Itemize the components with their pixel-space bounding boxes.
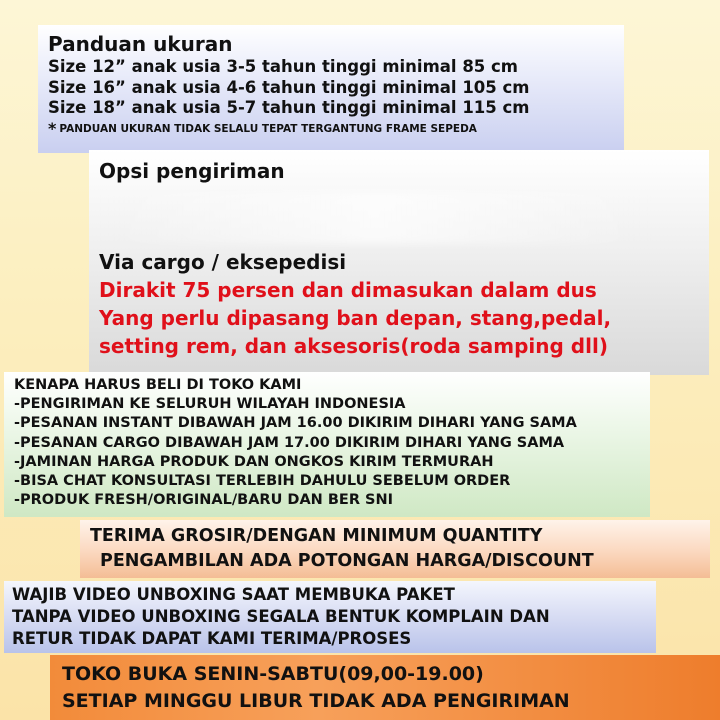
shipping-detail: setting rem, dan aksesoris(roda samping dll) xyxy=(99,334,608,358)
wholesale-line: TERIMA GROSIR/DENGAN MINIMUM QUANTITY xyxy=(90,526,543,546)
shipping-detail: Dirakit 75 persen dan dimasukan dalam dus xyxy=(99,278,597,302)
unboxing-line: WAJIB VIDEO UNBOXING SAAT MEMBUKA PAKET xyxy=(12,585,455,604)
unboxing-line: RETUR TIDAK DAPAT KAMI TERIMA/PROSES xyxy=(12,629,412,648)
shipping-title: Opsi pengiriman xyxy=(99,159,285,183)
wholesale-line: PENGAMBILAN ADA POTONGAN HARGA/DISCOUNT xyxy=(100,551,594,571)
store-hours-panel xyxy=(50,655,720,720)
blurred-region xyxy=(99,192,649,244)
store-hours-line: TOKO BUKA SENIN-SABTU(09,00-19.00) xyxy=(62,663,484,685)
why-buy-item: -PESANAN INSTANT DIBAWAH JAM 16.00 DIKIRIM DIHARI YANG SAMA xyxy=(14,415,577,432)
size-guide-row: Size 18” anak usia 5-7 tahun tinggi minimal 115 cm xyxy=(48,98,530,117)
why-buy-item: -PENGIRIMAN KE SELURUH WILAYAH INDONESIA xyxy=(14,396,406,413)
why-buy-item: -BISA CHAT KONSULTASI TERLEBIH DAHULU SEBELUM ORDER xyxy=(14,473,511,490)
shipping-detail: Yang perlu dipasang ban depan, stang,pedal, xyxy=(99,306,612,330)
why-buy-item: -PESANAN CARGO DIBAWAH JAM 17.00 DIKIRIM DIHARI YANG SAMA xyxy=(14,434,565,451)
asterisk-mark: * xyxy=(48,118,57,138)
size-guide-title: Panduan ukuran xyxy=(48,32,233,56)
shipping-options-panel xyxy=(89,150,709,375)
unboxing-line: TANPA VIDEO UNBOXING SEGALA BENTUK KOMPLAIN DAN xyxy=(12,607,550,626)
size-guide-panel xyxy=(38,25,624,153)
size-guide-row: Size 16” anak usia 4-6 tahun tinggi minimal 105 cm xyxy=(48,77,530,97)
size-guide-note xyxy=(48,120,624,138)
shipping-method: Via cargo / eksepedisi xyxy=(99,250,347,274)
why-buy-item: -JAMINAN HARGA PRODUK DAN ONGKOS KIRIM TERMURAH xyxy=(14,453,494,470)
why-buy-item: -PRODUK FRESH/ORIGINAL/BARU DAN BER SNI xyxy=(14,492,394,509)
size-guide-note-text: PANDUAN UKURAN TIDAK SELALU TEPAT TERGANTUNG FRAME SEPEDA xyxy=(59,122,477,135)
why-buy-title: KENAPA HARUS BELI DI TOKO KAMI xyxy=(14,377,302,393)
unboxing-panel xyxy=(4,581,656,653)
wholesale-panel xyxy=(80,520,710,578)
size-guide-row: Size 12” anak usia 3-5 tahun tinggi minimal 85 cm xyxy=(48,57,518,76)
store-hours-line: SETIAP MINGGU LIBUR TIDAK ADA PENGIRIMAN xyxy=(62,690,570,712)
why-buy-panel xyxy=(4,372,650,517)
